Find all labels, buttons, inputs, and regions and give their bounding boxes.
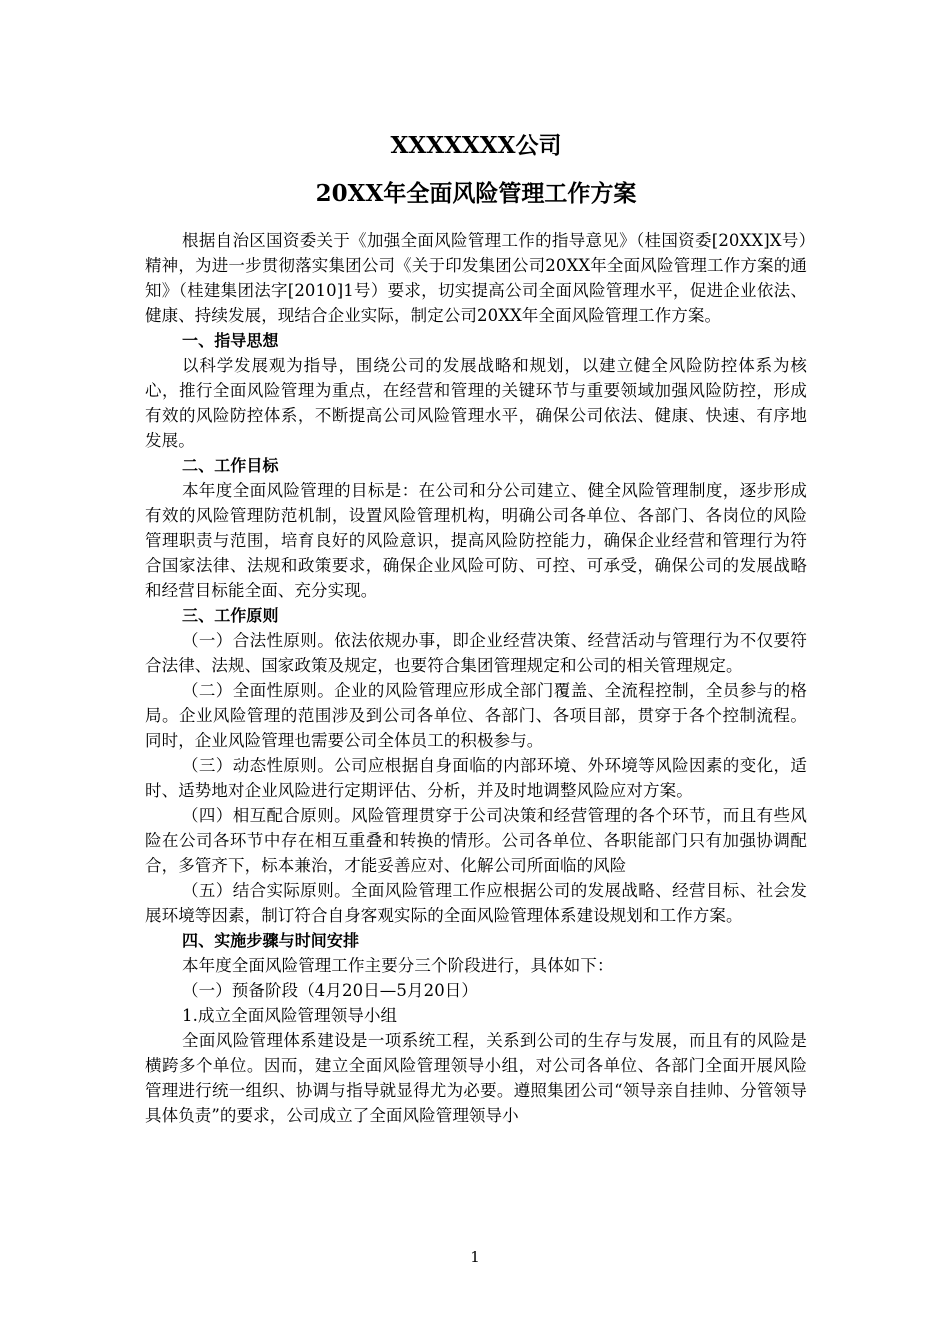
principle-legality: （一）合法性原则。依法依规办事，即企业经营决策、经营活动与管理行为不仅要符合法律、法规、国家政策及规定，也要符合集团管理规定和公司的相关管理规定。	[145, 631, 807, 675]
stage-1-item-1: 1.成立全面风险管理领导小组	[182, 1006, 398, 1025]
section-heading-3: 三、工作原则	[182, 606, 279, 625]
stage-1-item-1-paragraph: 全面风险管理体系建设是一项系统工程，关系到公司的生存与发展，而且有的风险是横跨多个单位。因而，建立全面风险管理领导小组，对公司各单位、各部门全面开展风险管理进行统一组织、协调与指导就显得尤为必要。遵照集团公司“领导亲自挂帅、分管领导具体负责”的要求，公司成立了全面风险管理领导小	[145, 1031, 807, 1125]
section-2-paragraph: 本年度全面风险管理的目标是：在公司和分公司建立、健全风险管理制度，逐步形成有效的风险管理防范机制，设置风险管理机构，明确公司各单位、各部门、各岗位的风险管理职责与范围，培育良好的风险意识，提高风险防控能力，确保企业经营和管理行为符合国家法律、法规和政策要求，确保企业风险可防、可控、可承受，确保公司的发展战略和经营目标能全面、充分实现。	[145, 481, 807, 600]
section-heading-4: 四、实施步骤与时间安排	[182, 931, 360, 950]
section-heading-1: 一、指导思想	[182, 331, 279, 350]
section-1-paragraph: 以科学发展观为指导，围绕公司的发展战略和规划，以建立健全风险防控体系为核心，推行全面风险管理为重点，在经营和管理的关键环节与重要领域加强风险防控，形成有效的风险防控体系，不断提高公司风险管理水平，确保公司依法、健康、快速、有序地发展。	[145, 356, 807, 450]
intro-paragraph: 根据自治区国资委关于《加强全面风险管理工作的指导意见》（桂国资委[20XX]X号）精神，为进一步贯彻落实集团公司《关于印发集团公司20XX年全面风险管理工作方案的通知》（桂建集团法字[2010]1号）要求，切实提高公司全面风险管理水平，促进企业依法、健康、持续发展，现结合企业实际，制定公司20XX年全面风险管理工作方案。	[145, 231, 807, 325]
principle-practicality: （五）结合实际原则。全面风险管理工作应根据公司的发展战略、经营目标、社会发展环境等因素，制订符合自身客观实际的全面风险管理体系建设规划和工作方案。	[145, 881, 807, 925]
page-number: 1	[470, 1248, 480, 1266]
section-heading-2: 二、工作目标	[182, 456, 279, 475]
principle-dynamics: （三）动态性原则。公司应根据自身面临的内部环境、外环境等风险因素的变化，适时、适势地对企业风险进行定期评估、分析，并及时地调整风险应对方案。	[145, 756, 807, 800]
stage-1-heading: （一）预备阶段（4月20日—5月20日）	[182, 981, 478, 1000]
document-body	[145, 228, 807, 1128]
document-title-plan: 20XX年全面风险管理工作方案	[315, 180, 637, 207]
section-4-paragraph: 本年度全面风险管理工作主要分三个阶段进行，具体如下：	[182, 956, 614, 975]
document-page	[145, 128, 807, 1128]
document-title-company: XXXXXXX公司	[390, 132, 562, 159]
principle-cooperation: （四）相互配合原则。风险管理贯穿于公司决策和经营管理的各个环节，而且有些风险在公司各环节中存在相互重叠和转换的情形。公司各单位、各职能部门只有加强协调配合，多管齐下，标本兼治，才能妥善应对、化解公司所面临的风险	[145, 806, 807, 875]
principle-comprehensiveness: （二）全面性原则。企业的风险管理应形成全部门覆盖、全流程控制，全员参与的格局。企业风险管理的范围涉及到公司各单位、各部门、各项目部，贯穿于各个控制流程。同时，企业风险管理也需要公司全体员工的积极参与。	[145, 681, 807, 750]
